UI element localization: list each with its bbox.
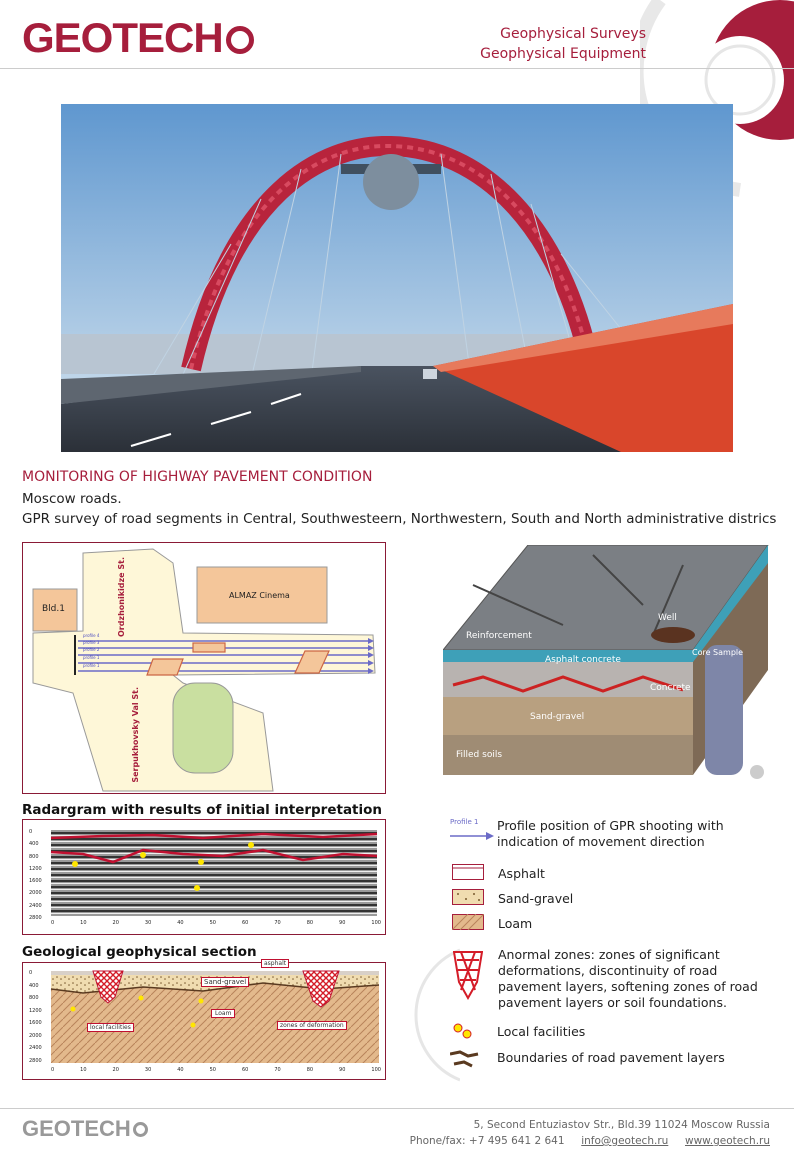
block-label-asphalt: Asphalt concrete [545, 655, 621, 665]
hero-bridge-photo [61, 104, 733, 452]
subtitle-description: GPR survey of road segments in Central, Southwesteern, Northwestern, South and North administrative districs [22, 511, 777, 527]
radargram-xticks: 0 10 20 30 40 50 60 70 80 90 100 [51, 920, 381, 926]
header-tagline [480, 24, 646, 64]
legend-anomal-swatch [453, 950, 483, 1000]
legend-profile-swatch [450, 818, 494, 845]
block-label-reinforcement: Reinforcement [466, 631, 532, 641]
radargram-yticks: 0 400 800 1200 1600 2000 2400 2800 [29, 829, 42, 922]
footer-divider [0, 1108, 794, 1109]
pavement-3d-block [443, 545, 773, 785]
map-profile-2: profile 2 [83, 647, 100, 652]
legend-loam: Loam [498, 916, 533, 931]
footer-email-link[interactable]: info@geotech.ru [581, 1135, 669, 1147]
block-label-concrete: Concrete [650, 683, 691, 693]
map-profile-1b: profile 1 [83, 663, 100, 668]
page-title: MONITORING OF HIGHWAY PAVEMENT CONDITION [22, 469, 373, 485]
map-profile-1a: profile 1 [83, 655, 100, 660]
legend-anomal: Anormal zones: zones of significant deformations, discontinuity of road pavement layers, softening zones of road pavement layers or soil foundations. [498, 947, 758, 1010]
map-label-street1: Ordzhonikidze St. [117, 557, 126, 638]
logo-ring-icon [226, 26, 254, 54]
section-label-asphalt: asphalt [261, 959, 289, 968]
legend-profile-tag: Profile 1 [450, 818, 479, 826]
legend-profile: Profile position of GPR shooting with indication of movement direction [497, 818, 724, 849]
decor-circle-legend [380, 940, 460, 1090]
block-label-filled: Filled soils [456, 750, 503, 760]
map-profile-4: profile 4 [83, 633, 100, 638]
block-label-core: Core Sample [692, 648, 744, 657]
subtitle-location: Moscow roads. [22, 491, 122, 507]
layer-boundary-icon [450, 1048, 480, 1068]
local-facilities-icon [452, 1022, 476, 1042]
block-label-sandgravel: Sand-gravel [530, 712, 585, 722]
footer-logo: GEOTECH [22, 1116, 148, 1142]
footer-phone: Phone/fax: +7 495 641 2 641 [409, 1135, 565, 1147]
footer-web-link[interactable]: www.geotech.ru [685, 1135, 770, 1147]
footer-address: 5, Second Entuziastov Str., Bld.39 11024 Moscow Russia [473, 1119, 770, 1131]
map-label-cinema: ALMAZ Cinema [229, 591, 290, 600]
tagline-surveys: Geophysical Surveys [500, 26, 646, 42]
radargram-panel [22, 819, 386, 935]
legend-loam-swatch [452, 914, 484, 930]
section-panel [22, 962, 386, 1080]
section-label-local: local facilities [87, 1023, 134, 1032]
map-profile-3: profile 3 [83, 640, 100, 645]
radargram-title: Radargram with results of initial interpretation [22, 802, 383, 818]
map-label-street2: Serpukhovsky Val St. [131, 687, 140, 783]
section-title: Geological geophysical section [22, 944, 257, 960]
section-label-zones: zones of deformation [277, 1021, 347, 1030]
brand-logo: GEOTECH [22, 14, 254, 62]
site-map [22, 542, 386, 794]
section-label-sandgravel: Sand-gravel [201, 977, 249, 987]
header-divider [0, 68, 794, 69]
tagline-equipment: Geophysical Equipment [480, 46, 646, 62]
section-label-loam: Loam [211, 1009, 235, 1018]
legend-asphalt: Asphalt [498, 866, 545, 881]
legend-sandgravel: Sand-gravel [498, 891, 574, 906]
section-yticks: 0 400 800 1200 1600 2000 2400 2800 [29, 970, 42, 1064]
arrow-right-icon [450, 831, 494, 841]
block-label-well: Well [658, 613, 677, 623]
section-xticks: 0 10 20 30 40 50 60 70 80 90 100 [51, 1067, 381, 1073]
legend-local: Local facilities [497, 1024, 586, 1039]
legend-asphalt-swatch [452, 864, 484, 880]
footer-logo-ring-icon [133, 1122, 148, 1137]
map-label-bld: Bld.1 [42, 604, 65, 614]
legend-sandgravel-swatch [452, 889, 484, 905]
footer-contact [410, 1117, 770, 1149]
legend-boundaries: Boundaries of road pavement layers [497, 1050, 725, 1065]
grey-dot-decor [750, 765, 764, 779]
